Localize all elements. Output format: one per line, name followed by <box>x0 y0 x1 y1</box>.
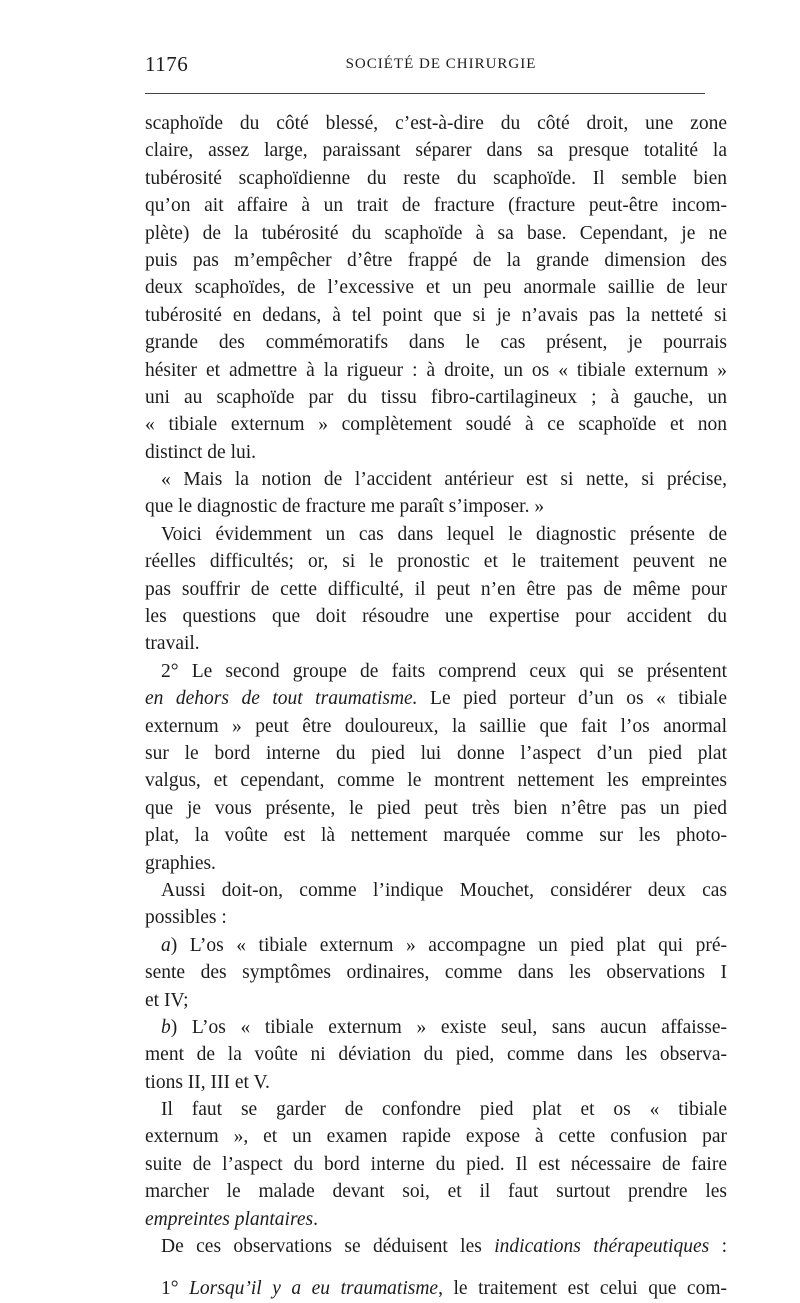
text-line: « Mais la notion de l’accident antérieur est si nette, si précise, <box>161 469 727 491</box>
header-rule <box>145 93 705 94</box>
text-line: externum » peut être douloureux, la saillie que fait l’os anormal <box>145 715 727 737</box>
text-line: deux scaphoïdes, de l’excessive et un peu anormale saillie de leur <box>145 277 727 299</box>
body-text <box>145 110 727 1303</box>
text-line: sente des symptômes ordinaires, comme dans les observations I <box>145 962 727 984</box>
final-text-line: 1° Lorsqu’il y a eu traumatisme, le traitement est celui que com- <box>161 1278 727 1300</box>
text-line: Voici évidemment un cas dans lequel le diagnostic présente de <box>161 523 727 545</box>
text-line: valgus, et cependant, comme le montrent nettement les empreintes <box>145 770 727 792</box>
text-line: tubérosité scaphoïdienne du reste du scaphoïde. Il semble bien <box>145 167 727 189</box>
text-line: possibles : <box>145 907 227 929</box>
text-line: travail. <box>145 633 200 655</box>
text-line: puis pas m’empêcher d’être frappé de la grande dimension des <box>145 249 727 271</box>
text-line: Aussi doit-on, comme l’indique Mouchet, considérer deux cas <box>161 879 727 901</box>
text-line: les questions que doit résoudre une expertise pour accident du <box>145 606 727 628</box>
running-head <box>145 52 725 86</box>
text-line: qu’on ait affaire à un trait de fracture (fracture peut-être incom- <box>145 195 727 217</box>
text-line: pas souffrir de cette difficulté, il peut n’en être pas de même pour <box>145 578 727 600</box>
text-line: graphies. <box>145 852 216 874</box>
text-line: 2° Le second groupe de faits comprend ceux qui se présentent <box>161 660 727 682</box>
text-line: sur le bord interne du pied lui donne l’aspect d’un pied plat <box>145 742 727 764</box>
text-line: scaphoïde du côté blessé, c’est-à-dire du côté droit, une zone <box>145 113 727 134</box>
text-line: plète) de la tubérosité du scaphoïde à sa base. Cependant, je ne <box>145 222 727 244</box>
text-line: « tibiale externum » complètement soudé à ce scaphoïde et non <box>145 414 727 436</box>
text-line: hésiter et admettre à la rigueur : à droite, un os « tibiale externum » <box>145 359 727 381</box>
paragraph-gap <box>145 1260 727 1275</box>
text-line: claire, assez large, paraissant séparer dans sa presque totalité la <box>145 140 727 162</box>
text-line: empreintes plantaires. <box>145 1208 318 1230</box>
text-line: tions II, III et V. <box>145 1071 270 1093</box>
text-line: tubérosité en dedans, à tel point que si je n’avais pas la netteté si <box>145 304 727 326</box>
text-line: a) L’os « tibiale externum » accompagne un pied plat qui pré- <box>161 934 727 956</box>
text-line: ment de la voûte ni déviation du pied, comme dans les observa- <box>145 1044 727 1066</box>
text-line: plat, la voûte est là nettement marquée comme sur les photo- <box>145 825 727 847</box>
text-line: De ces observations se déduisent les indications thérapeutiques : <box>161 1236 727 1258</box>
text-line: marcher le malade devant soi, et il faut surtout prendre les <box>145 1181 727 1203</box>
text-line: externum », et un examen rapide expose à cette confusion par <box>145 1126 727 1148</box>
text-line: Il faut se garder de confondre pied plat et os « tibiale <box>161 1099 727 1121</box>
running-title: SOCIÉTÉ DE CHIRURGIE <box>345 56 537 72</box>
text-line: que le diagnostic de fracture me paraît s’imposer. » <box>145 496 545 518</box>
text-line: uni au scaphoïde par du tissu fibro-cartilagineux ; à gauche, un <box>145 386 727 408</box>
page-number: 1176 <box>145 52 189 76</box>
text-line: distinct de lui. <box>145 441 257 463</box>
text-line: suite de l’aspect du bord interne du pied. Il est nécessaire de faire <box>145 1153 727 1175</box>
text-line: que je vous présente, le pied peut très bien n’être pas un pied <box>145 797 727 819</box>
text-line: b) L’os « tibiale externum » existe seul, sans aucun affaisse- <box>161 1016 727 1038</box>
text-line: réelles difficultés; or, si le pronostic et le traitement peuvent ne <box>145 551 727 573</box>
text-line: grande des commémoratifs dans le cas présent, je pourrais <box>145 332 727 354</box>
text-line: et IV; <box>145 989 189 1011</box>
text-line: en dehors de tout traumatisme. Le pied porteur d’un os « tibiale <box>145 688 727 710</box>
